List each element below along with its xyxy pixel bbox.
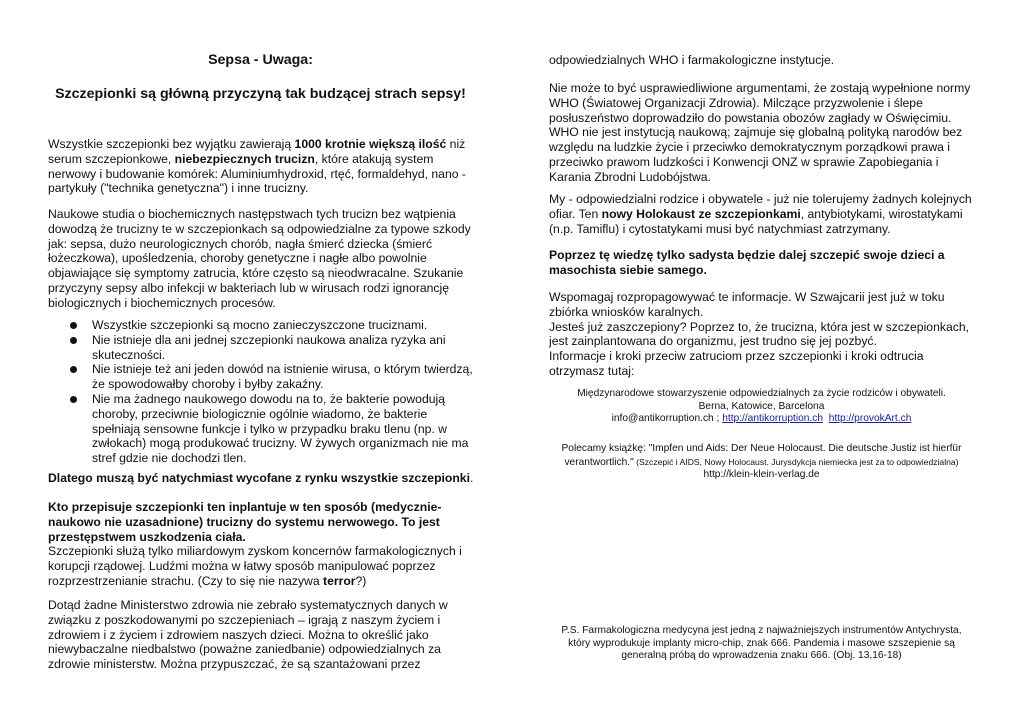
page-title: Sepsa - Uwaga: — [208, 52, 313, 68]
list-item: Nie istnieje też ani jeden dowód na istnienie wirusa, o którym twierdzą, że spowodowałby choroby i byłby zakaźny. — [70, 362, 478, 392]
postscript: P.S. Farmakologiczna medycyna jest jedną z najważniejszych instrumentów Antychrysta, który wyprodukuje implanty micro-chip, znak 666. Pandemia i masowe szszepienie są generalną próbą do wprowadzenia znaku 666. (Obj. 13,16-18) — [561, 625, 962, 662]
email-text: info@antikorruption.ch ; — [611, 413, 723, 425]
book-url: http://klein-klein-verlag.de — [703, 469, 820, 481]
left-paragraph-5: Dotąd żadne Ministerstwo zdrowia nie zebrało systematycznych danych w związku z poszkodowanymi po szczepieniach – igrają z naszym życiem i zdrowiem i z życiem i zdrowiem naszych dzieci. Można to określić jako niewybaczalne niedbalstwo (poważne zaniedbanie) odpowiedzialnych za zdrowie ministerstw. Można przypuszczać, że są szantażowani przez — [48, 598, 448, 672]
link-provokart[interactable]: http://provokArt.ch — [828, 413, 912, 425]
bullet-icon — [70, 366, 77, 373]
left-paragraph-1: Wszystkie szczepionki bez wyjątku zawierają 1000 krotnie większą ilość niż serum szczepionkowe, niebezpiecznych trucizn, które atakują system nerwowy i budowanie komórek: Aluminiumhydroxid, rtęć, formaldehyd, nano - partykuły ("technika genetyczna") i inne trucizny. — [48, 137, 466, 196]
right-paragraph-5: Wspomagaj rozpropagowywać te informacje. W Szwajcarii jest już w toku zbiórka wniosków karalnych. Jesteś już zaszczepiony? Poprzez to, że trucizna, która jest w szczepionkach, jest zainplantowana do organizmu, jest trudno się jej pozbyć. Informacje i kroki przeciw zatruciom przez szczepionki i kroki odtrucia otrzymasz tutaj: — [549, 290, 969, 378]
list-item: Nie istnieje dla ani jednej szczepionki naukowa analiza ryzyka ani skuteczności. — [70, 333, 478, 363]
bullet-icon — [70, 337, 77, 344]
left-paragraph-4: Kto przepisuje szczepionki ten inplantuje w ten sposób (medycznie-naukowo nie uzasadnione) trucizny do systemu nerwowego. To jest przestępstwem uszkodzenia ciała. Szczepionki służą tylko miliardowym zyskom koncernów farmakologicznych i korupcji rządowej. Ludźmi można w łatwy sposób manipulować poprzez rozprzestrzenianie strachu. (Czy to się nie nazywa terror?) — [48, 500, 462, 588]
book-recommendation: Polecamy książkę: "Impfen und Aids: Der Neue Holocaust. Die deutsche Justiz ist hierfür verantwortlich." (Szczepić i AIDS, Nowy Holocaust. Jurysdykcja niemiecka jest za to odpowiedzialna) http://klein-klein-verlag.de — [549, 443, 974, 482]
left-paragraph-2: Naukowe studia o biochemicznych następstwach tych trucizn bez wątpienia dowodzą że trucizny te w szczepionkach są odpowiedzialne za typowe szkody jak: sepsa, dużo neurologicznych chorób, nagła śmierć dziecka (śmierć łożeczkowa), upośledzenia, choroby genetyczne i nagłe albo powolnie objawiające się symptomy zatrucia, które często są nieodwracalne. Szukanie przyczyny sepsy albo infekcji w bakteriach lub w wirusach rodzi ignorancję biologicznych i biochemicznych procesów. — [48, 207, 471, 310]
page-subtitle: Szczepionki są główną przyczyną tak budzącej strach sepsy! — [55, 86, 466, 102]
right-paragraph-1: odpowiedzialnych WHO i farmakologiczne instytucje. — [549, 53, 835, 67]
right-paragraph-2: Nie może to być usprawiedliwione argumentami, że zostają wypełnione normy WHO (Światowej Organizacji Zdrowia). Milczące przyzwolenie i ślepe posłuszeństwo doprowadziło do powstania obozów zagłady w Oświęcimiu. WHO nie jest instytucją naukową; zajmuje się globalną polityką narodów bez względu na ludzkie życie i przeciwko demokratycznym porządkowi prawa i przeciwko prawom ludzkości i Konwencji ONZ w sprawie Zapobiegania i Karania Zbrodni Ludobójstwa. — [549, 81, 971, 184]
link-antikorruption[interactable]: http://antikorruption.ch — [722, 413, 824, 425]
list-item: Nie ma żadnego naukowego dowodu na to, że bakterie powodują choroby, przeciwnie biologicznie ogólnie wiadomo, że bakterie spełniają sensowne funkcje i tylko w przypadku braku tlenu (np. w zwłokach) mogą produkować trucizny. W żywych organizmach nie ma stref gdzie nie dochodzi tlen. — [70, 392, 478, 466]
bullet-icon — [70, 322, 77, 329]
bullet-list — [70, 318, 478, 466]
right-paragraph-3: My - odpowiedzialni rodzice i obywatele - już nie tolerujemy żadnych kolejnych ofiar. Ten nowy Holokaust ze szczepionkami, antybiotykami, wirostatykami (n.p. Tamiflu) i cytostatykami musi być natychmiast zatrzymany. — [549, 192, 972, 236]
organization-info: Międzynarodowe stowarzyszenie odpowiedzialnych za życie rodziców i obywateli. Berna, Katowice, Barcelona info@antikorruption.ch ; http://antikorruption.ch http://provokArt.ch — [577, 388, 946, 425]
list-item: Wszystkie szczepionki są mocno zanieczyszczone truciznami. — [70, 318, 478, 333]
right-paragraph-4: Poprzez tę wiedzę tylko sadysta będzie dalej szczepić swoje dzieci a masochista siebie samego. — [549, 248, 945, 277]
left-paragraph-3: Dlatego muszą być natychmiast wycofane z rynku wszystkie szczepionki. — [48, 471, 474, 485]
bullet-icon — [70, 396, 77, 403]
